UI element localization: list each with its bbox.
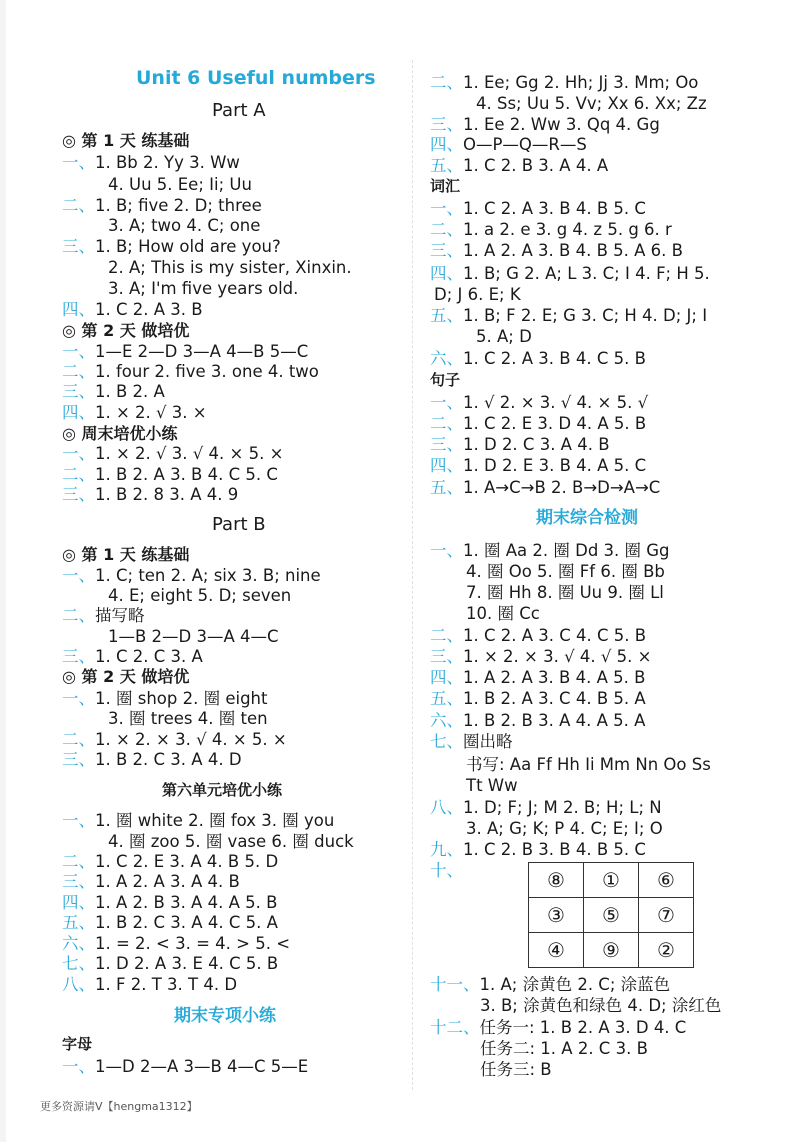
unit-practice-heading: 第六单元培优小练 [162,781,283,799]
question-number: 一、 [62,1057,95,1076]
question-number: 一、 [62,444,95,463]
answer-line: 一、1. C 2. A 3. B 4. B 5. C [430,199,646,218]
question-number: 十二、 [430,1018,480,1037]
answer-line: D; J 6. E; K [434,285,521,304]
grid-cell: ③ [529,898,584,933]
final-test-heading: 期末综合检测 [536,508,638,528]
question-number: 二、 [62,465,95,484]
vocab-heading: 词汇 [430,177,461,195]
answer-line: 五、1. B 2. A 3. C 4. B 5. A [430,689,646,708]
answer-line: 一、1—E 2—D 3—A 4—B 5—C [62,342,309,361]
answer-line: 3. 圈 trees 4. 圈 ten [108,709,268,728]
page-edge [0,0,6,1142]
question-number: 三、 [430,647,463,666]
question-number: 二、 [62,196,95,215]
number-grid [528,862,694,968]
answer-line: 一、1. Bb 2. Yy 3. Ww [62,153,240,172]
answer-line: 三、1. D 2. C 3. A 4. B [430,435,610,454]
final-special-heading: 期末专项小练 [174,1006,276,1026]
question-number: 三、 [62,485,95,504]
answer-line: 3. B; 涂黄色和绿色 4. D; 涂红色 [480,996,722,1015]
question-number: 二、 [62,730,95,749]
day2-heading: ◎ 第 2 天 做培优 [62,321,190,340]
question-number: 三、 [430,115,463,134]
answer-line: 五、1. B; F 2. E; G 3. C; H 4. D; J; I [430,306,708,325]
answer-line: 八、1. D; F; J; M 2. B; H; L; N [430,798,662,817]
question-number: 三、 [430,241,463,260]
answer-line: 十一、1. A; 涂黄色 2. C; 涂蓝色 [430,975,671,994]
answer-line: 4. Ss; Uu 5. Vv; Xx 6. Xx; Zz [476,94,707,113]
question-number: 一、 [62,811,95,830]
question-number: 五、 [430,478,463,497]
answer-line: 3. A; G; K; P 4. C; E; I; O [466,819,663,838]
answer-line: 四、1. D 2. E 3. B 4. A 5. C [430,456,647,475]
day2-heading: ◎ 第 2 天 做培优 [62,667,190,686]
answer-line: 三、1. B 2. A [62,382,165,401]
grid-cell: ⑦ [639,898,694,933]
question-number: 二、 [62,362,95,381]
question-number: 五、 [430,306,463,325]
answer-line: 一、1. 圈 shop 2. 圈 eight [62,689,268,708]
answer-line: 四、1. A 2. B 3. A 4. A 5. B [62,893,278,912]
answer-line: 2. A; This is my sister, Xinxin. [108,258,352,277]
answer-line: 一、1. √ 2. × 3. √ 4. × 5. √ [430,393,649,412]
answer-line: 四、1. C 2. A 3. B [62,300,203,319]
answer-line: 一、1. 圈 Aa 2. 圈 Dd 3. 圈 Gg [430,541,670,560]
answer-line: 八、1. F 2. T 3. T 4. D [62,975,238,994]
question-number: 一、 [430,199,463,218]
answer-line: 三、1. C 2. C 3. A [62,647,203,666]
answer-line: 九、1. C 2. B 3. B 4. B 5. C [430,840,646,859]
answer-line: 一、1. C; ten 2. A; six 3. B; nine [62,566,321,585]
answer-line: 二、1. four 2. five 3. one 4. two [62,362,319,381]
question-number: 一、 [430,541,463,560]
day1-heading: ◎ 第 1 天 练基础 [62,545,190,564]
question-number: 一、 [430,393,463,412]
answer-line: 三、1. B 2. C 3. A 4. D [62,750,242,769]
question-number: 四、 [62,300,95,319]
question-number: 四、 [62,403,95,422]
question-number: 四、 [430,135,463,154]
part-b-heading: Part B [212,514,266,535]
answer-line: 二、1. C 2. E 3. D 4. A 5. B [430,414,647,433]
question-number: 二、 [430,626,463,645]
answer-line: Tt Ww [466,776,518,795]
question-number: 四、 [430,456,463,475]
grid-cell: ④ [529,933,584,968]
column-divider [412,60,413,1090]
answer-line: 五、1. A→C→B 2. B→D→A→C [430,478,661,497]
grid-cell: ⑨ [584,933,639,968]
answer-line: 书写: Aa Ff Hh Ii Mm Nn Oo Ss [466,755,711,774]
answer-line: 一、1. × 2. √ 3. √ 4. × 5. × [62,444,284,463]
question-number: 八、 [430,798,463,817]
answer-line: 4. 圈 Oo 5. 圈 Ff 6. 圈 Bb [466,562,665,581]
part-a-heading: Part A [212,100,266,121]
answer-line: 二、1. × 2. × 3. √ 4. × 5. × [62,730,287,749]
grid-cell: ⑧ [529,863,584,898]
weekend-heading: ◎ 周末培优小练 [62,424,178,443]
answer-line: 二、1. B 2. A 3. B 4. C 5. C [62,465,278,484]
answer-line: 4. 圈 zoo 5. 圈 vase 6. 圈 duck [108,832,354,851]
answer-line: 七、1. D 2. A 3. E 4. C 5. B [62,954,279,973]
grid-cell: ⑤ [584,898,639,933]
question-number: 三、 [430,435,463,454]
question-number: 二、 [62,852,95,871]
answer-line: 三、1. Ee 2. Ww 3. Qq 4. Gg [430,115,660,134]
answer-line: 三、1. A 2. A 3. A 4. B [62,872,240,891]
question-number: 四、 [62,893,95,912]
question-number: 七、 [62,954,95,973]
answer-line: 五、1. B 2. C 3. A 4. C 5. A [62,913,278,932]
answer-line: 二、1. a 2. e 3. g 4. z 5. g 6. r [430,220,672,239]
question-number: 一、 [62,153,95,172]
answer-line: 四、1. B; G 2. A; L 3. C; I 4. F; H 5. [430,264,710,283]
grid-cell: ② [639,933,694,968]
grid-cell: ⑥ [639,863,694,898]
answer-line: 三、1. B 2. 8 3. A 4. 9 [62,485,239,504]
question-number: 六、 [430,349,463,368]
answer-line: 四、O—P—Q—R—S [430,135,587,154]
sentence-heading: 句子 [430,371,461,389]
answer-line: 一、1. 圈 white 2. 圈 fox 3. 圈 you [62,811,335,830]
question-number: 二、 [430,414,463,433]
question-number: 七、 [430,732,463,751]
answer-line: 4. E; eight 5. D; seven [108,586,292,605]
answer-line: 二、描写略 [62,606,145,625]
question-number: 六、 [62,934,95,953]
answer-line: 三、1. × 2. × 3. √ 4. √ 5. × [430,647,652,666]
answer-line: 3. A; I'm five years old. [108,279,299,298]
question-number: 五、 [430,156,463,175]
answer-line: 五、1. C 2. B 3. A 4. A [430,156,609,175]
question-number: 三、 [62,382,95,401]
answer-line: 四、1. × 2. √ 3. × [62,403,207,422]
question-number: 一、 [62,342,95,361]
footer-watermark: 更多资源请V【hengma1312】 [40,1100,198,1113]
answer-line: 二、1. B; five 2. D; three [62,196,262,215]
day1-heading: ◎ 第 1 天 练基础 [62,131,190,150]
question-number: 五、 [430,689,463,708]
question-number: 八、 [62,975,95,994]
answer-line: 六、1. C 2. A 3. B 4. C 5. B [430,349,646,368]
question-number: 六、 [430,711,463,730]
question-number: 一、 [62,689,95,708]
question-number: 三、 [62,750,95,769]
answer-line: 二、1. C 2. E 3. A 4. B 5. D [62,852,279,871]
answer-line: 三、1. A 2. A 3. B 4. B 5. A 6. B [430,241,683,260]
question-number: 十一、 [430,975,480,994]
answer-line: 7. 圈 Hh 8. 圈 Uu 9. 圈 Ll [466,583,664,602]
answer-line: 5. A; D [476,327,532,346]
answer-line: 3. A; two 4. C; one [108,216,261,235]
question-number: 九、 [430,840,463,859]
question-number: 三、 [62,647,95,666]
answer-line: 六、1. = 2. < 3. = 4. > 5. < [62,934,291,953]
answer-line: 二、1. Ee; Gg 2. Hh; Jj 3. Mm; Oo [430,73,699,92]
question-number: 二、 [62,606,95,625]
answer-line: 1—B 2—D 3—A 4—C [108,627,279,646]
answer-line: 四、1. A 2. A 3. B 4. A 5. B [430,668,646,687]
question-number: 十、 [430,861,463,880]
answer-line: 十二、任务一: 1. B 2. A 3. D 4. C [430,1018,687,1037]
grid-cell: ① [584,863,639,898]
answer-line: 六、1. B 2. B 3. A 4. A 5. A [430,711,646,730]
answer-line: 七、圈出略 [430,732,513,751]
answer-line: 10. 圈 Cc [466,604,540,623]
answer-line [430,860,463,881]
question-number: 三、 [62,872,95,891]
answer-line: 二、1. C 2. A 3. C 4. C 5. B [430,626,647,645]
answer-line: 三、1. B; How old are you? [62,237,281,256]
answer-line: 4. Uu 5. Ee; Ii; Uu [108,175,252,194]
answer-line: 一、1—D 2—A 3—B 4—C 5—E [62,1057,309,1076]
unit-title: Unit 6 Useful numbers [136,67,376,89]
answer-line: 任务三: B [480,1060,552,1079]
letters-heading: 字母 [62,1035,93,1053]
question-number: 一、 [62,566,95,585]
question-number: 二、 [430,73,463,92]
question-number: 三、 [62,237,95,256]
question-number: 二、 [430,220,463,239]
answer-line: 任务二: 1. A 2. C 3. B [480,1039,648,1058]
question-number: 四、 [430,264,463,283]
question-number: 四、 [430,668,463,687]
question-number: 五、 [62,913,95,932]
